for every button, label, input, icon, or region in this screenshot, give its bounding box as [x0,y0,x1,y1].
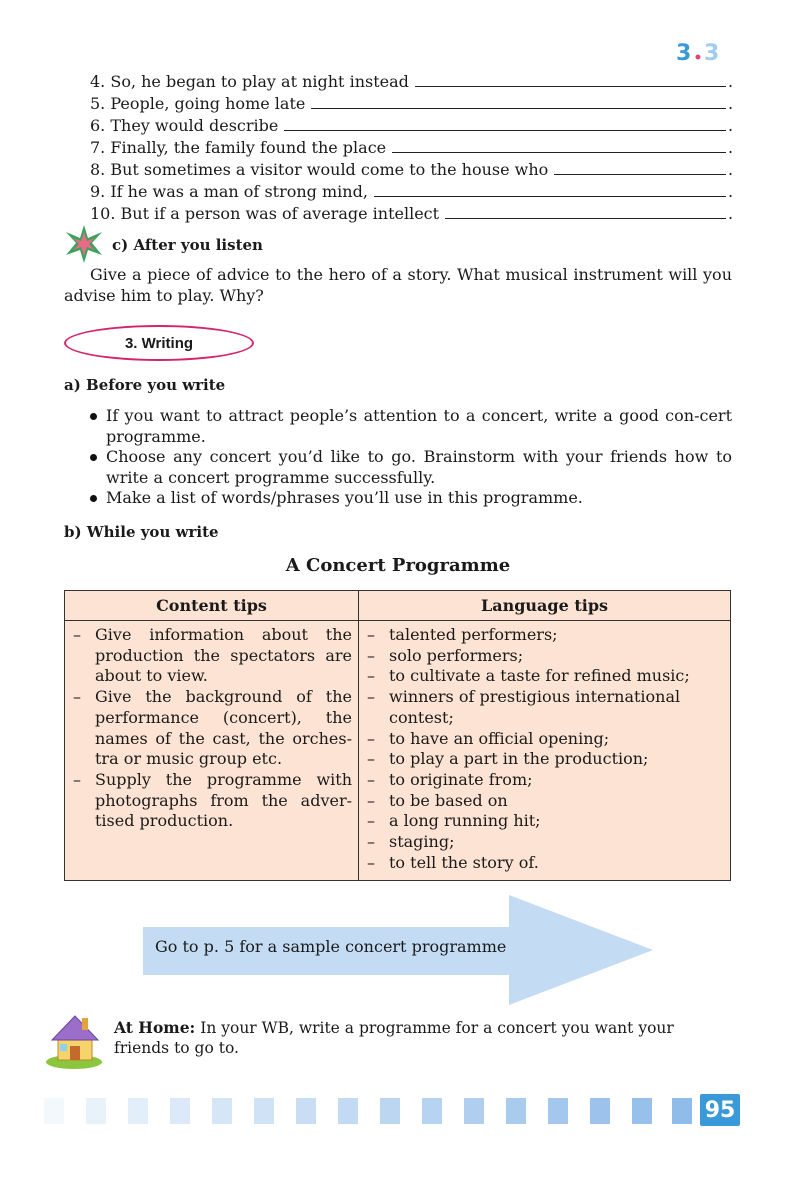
blank-line[interactable] [374,195,726,197]
list-item: 10. But if a person was of average intellect . [90,204,734,223]
table-row: – Supply the programme with photographs from the adver-tised production. [73,770,352,832]
list-item: 7. Finally, the family found the place . [90,138,734,157]
list-item: 5. People, going home late . [90,94,734,113]
table-row: – a long running hit; [367,811,724,832]
table-row: – to originate from; [367,770,724,791]
content-tips-header: Content tips [65,591,359,621]
tips-table [64,590,731,881]
blank-line[interactable] [311,107,726,109]
list-item: 4. So, he began to play at night instead . [90,72,734,91]
blank-line[interactable] [284,129,726,131]
section-number [676,40,736,64]
table-row: – to play a part in the production; [367,749,724,770]
language-tips-cell [359,621,730,880]
sample-programme-arrow[interactable] [143,895,655,1005]
table-row: – to cultivate a taste for refined music; [367,666,724,687]
list-item: 9. If he was a man of strong mind, . [90,182,734,201]
house-icon [44,1010,108,1070]
fill-in-sentences [90,70,732,224]
table-row: – to have an official opening; [367,729,724,750]
table-row: – to be based on [367,791,724,812]
table-row: – Give information about the production the spectators are about to view. [73,625,352,687]
blank-line[interactable] [415,85,726,87]
after-listen-text: Give a piece of advice to the hero of a story. What musical instrument will you advise him to play. Why? [64,265,732,305]
content-tips-cell [65,621,359,880]
star-icon [64,224,104,264]
table-row: – solo performers; [367,646,724,667]
blank-line[interactable] [445,217,726,219]
list-item: Make a list of words/phrases you’ll use in this programme. [88,488,732,509]
blank-line[interactable] [392,151,726,153]
decorative-strip [44,1096,694,1126]
list-item: If you want to attract people’s attention to a concert, write a good con-cert programme. [88,406,732,447]
sample-programme-link[interactable]: Go to p. 5 for a sample concert programme [155,937,507,956]
language-tips-header: Language tips [359,591,730,621]
table-row: – to tell the story of. [367,853,724,874]
svg-text:3: 3 [676,41,692,64]
at-home-task [114,1018,732,1058]
page-number: 95 [700,1094,740,1126]
at-home-text: In your WB, write a programme for a concert you want your friends to go to. [114,1019,674,1057]
programme-title: A Concert Programme [285,555,511,576]
table-row: – winners of prestigious international contest; [367,687,724,728]
table-row: – Give the background of the performance (concert), the names of the cast, the orches-tra or music group etc. [73,687,352,770]
svg-text:3: 3 [704,41,720,64]
blank-line[interactable] [554,173,726,175]
list-item: Choose any concert you’d like to go. Brainstorm with your friends how to write a concert programme successfully. [88,447,732,488]
while-write-heading: b) While you write [64,523,219,541]
at-home-label: At Home: [114,1018,196,1037]
before-write-heading: a) Before you write [64,376,226,394]
before-write-list [88,406,732,509]
writing-section-label: 3. Writing [64,325,254,361]
list-item: 6. They would describe . [90,116,734,135]
list-item: 8. But sometimes a visitor would come to the house who . [90,160,734,179]
table-row: – talented performers; [367,625,724,646]
after-listen-heading: c) After you listen [112,236,263,254]
table-row: – staging; [367,832,724,853]
